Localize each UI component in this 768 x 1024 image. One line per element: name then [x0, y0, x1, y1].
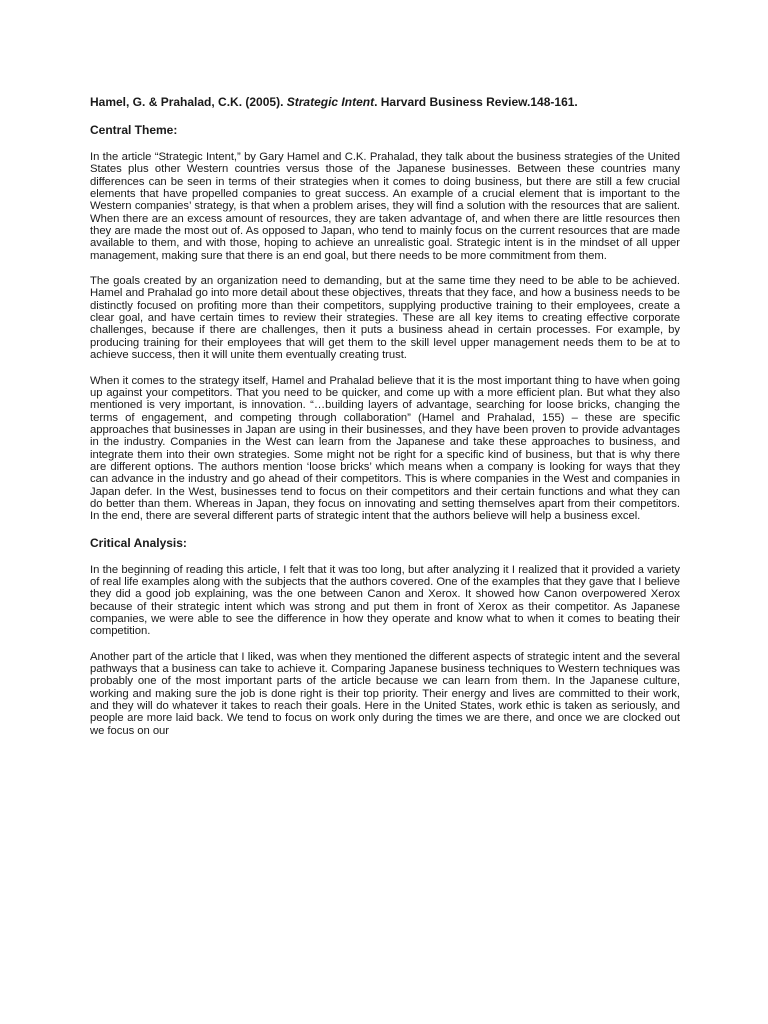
- critical-analysis-heading: Critical Analysis:: [90, 535, 187, 550]
- central-theme-heading: Central Theme:: [90, 123, 178, 137]
- central-theme-paragraph-1: In the article “Strategic Intent,” by Gary Hamel and C.K. Prahalad, they talk about the business strategies of the United States plus other Western countries versus those of the Japanese businesses. Between these countries many differences can be seen in terms of their strategies when it comes to doing business, but there are still a few crucial elements that have propelled companies to great success. An example of a crucial element that is important to the Western companies’ strategy, is that when a problem arises, they will find a solution with the resources that are salient. When there are an excess amount of resources, they are taken advantage of, and when there are little resources then they are made the most out of. As opposed to Japan, who tend to mainly focus on the current resources that are made available to them, and with those, hoping to achieve an unrealistic goal. Strategic intent is in the mindset of all upper management, making sure that there is an end goal, but there needs to be more commitment from them.: [90, 151, 680, 262]
- critical-analysis-paragraph-2: Another part of the article that I liked, was when they mentioned the different aspects of strategic intent and the several pathways that a business can take to achieve it. Comparing Japanese business techniques to Western techniques was probably one of the most important parts of the article because we can learn from them. In the Japanese culture, working and making sure the job is done right is their top priority. Their energy and lives are committed to their work, and they will do whatever it takes to reach their goals. Here in the United States, work ethic is taken as seriously, and people are more laid back. We tend to focus on work only during the times we are there, and once we are clocked out we focus on our: [90, 650, 680, 737]
- citation-authors: Hamel, G. & Prahalad, C.K. (2005).: [90, 95, 287, 109]
- central-theme-paragraph-2: The goals created by an organization need to demanding, but at the same time they need to be able to be achieved. Hamel and Prahalad go into more detail about these objectives, threats that they face, and how a business needs to be distinctly focused on profiting more than their competitors, supplying productive training to their employees, create a clear goal, and have certain times to review their strategies. These are all key items to creating effective corporate challenges, because if there are challenges, then it puts a business ahead in certain processes. For example, by producing training for their employees that will get them to the skill level upper management needs them to be at to achieve success, then it will unite them eventually creating trust.: [90, 275, 680, 362]
- document-page: [90, 95, 680, 750]
- critical-analysis-paragraph-1: In the beginning of reading this article, I felt that it was too long, but after analyzing it I realized that it provided a variety of real life examples along with the subjects that the authors covered. One of the examples that they gave that I believe they did a good job explaining, was the one between Canon and Xerox. It showed how Canon overpowered Xerox because of their strategic intent which was strong and put them in front of Xerox as their competitor. As Japanese companies, we were able to see the difference in how they operate and know what to when it comes to beating their competition.: [90, 563, 680, 638]
- central-theme-paragraph-3: When it comes to the strategy itself, Hamel and Prahalad believe that it is the most important thing to have when going up against your competitors. That you need to be quicker, and come up with a more efficient plan. But what they also mentioned is very important, is innovation. “…building layers of advantage, searching for loose bricks, changing the terms of engagement, and competing through collaboration” (Hamel and Prahalad, 155) – these are specific approaches that businesses in Japan are using in their businesses, and they have been proven to provide advantages in the industry. Companies in the West can learn from the Japanese and take these approaches to business, and integrate them into their own strategies. Some might not be right for a specific kind of business, but that is why there are different options. The authors mention ‘loose bricks’ which means when a company is looking for ways that they can advance in the industry and go ahead of their competitors. This is where companies in the West and companies in Japan defer. In the West, businesses tend to focus on their competitors and their certain functions and what they can do better than them. Whereas in Japan, they focus on innovating and setting themselves apart from their competitors. In the end, there are several different parts of strategic intent that the authors believe will help a business excel.: [90, 374, 680, 523]
- citation-source: . Harvard Business Review.148-161.: [374, 95, 578, 109]
- citation: [90, 95, 680, 110]
- citation-title: Strategic Intent: [286, 95, 375, 109]
